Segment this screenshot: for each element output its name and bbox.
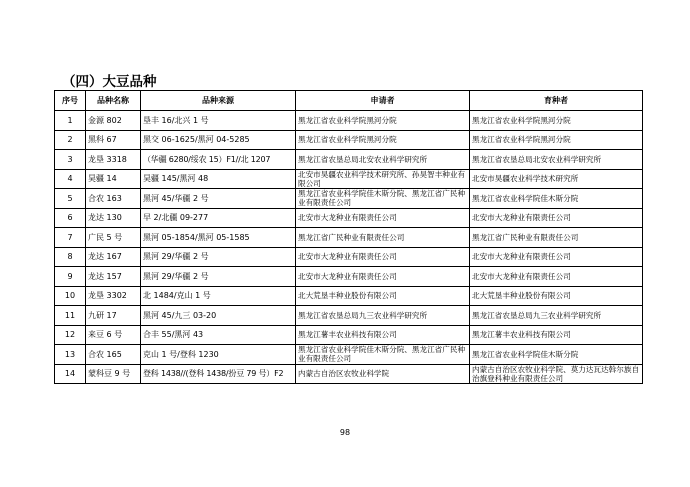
applicant: 北安市大龙种业有限责任公司 — [296, 208, 470, 228]
variety-source: 黑河 29/华疆 2 号 — [141, 247, 296, 267]
table-row — [55, 247, 643, 267]
applicant: 黑龙江省农业科学院佳木斯分院、黑龙江省广民种业有限责任公司 — [296, 345, 470, 365]
applicant: 北安市大龙种业有限责任公司 — [296, 247, 470, 267]
applicant: 北安市昊疆农业科学技术研究所、孙昊智丰种业有限公司 — [296, 169, 470, 189]
row-number: 5 — [55, 189, 86, 209]
table-row — [55, 130, 643, 150]
table-row — [55, 267, 643, 287]
variety-name: 来豆 6 号 — [86, 325, 141, 345]
header-applicant: 申请者 — [296, 91, 470, 111]
variety-name: 黑科 67 — [86, 130, 141, 150]
breeder: 黑龙江省农垦总局九三农业科学研究所 — [470, 306, 643, 326]
variety-name: 昊疆 14 — [86, 169, 141, 189]
header-variety-name: 品种名称 — [86, 91, 141, 111]
applicant: 北安市大龙种业有限责任公司 — [296, 267, 470, 287]
table-row — [55, 150, 643, 170]
variety-name: 龙达 167 — [86, 247, 141, 267]
table-row — [55, 169, 643, 189]
variety-name: 龙垦 3318 — [86, 150, 141, 170]
breeder: 黑龙江省农业科学院黑河分院 — [470, 130, 643, 150]
applicant: 黑龙江省广民种业有限责任公司 — [296, 228, 470, 248]
variety-name: 金源 802 — [86, 111, 141, 131]
variety-name: 广民 5 号 — [86, 228, 141, 248]
applicant: 黑龙江省农业科学院黑河分院 — [296, 130, 470, 150]
row-number: 1 — [55, 111, 86, 131]
variety-source: 垦丰 16/北兴 1 号 — [141, 111, 296, 131]
variety-name: 九研 17 — [86, 306, 141, 326]
row-number: 6 — [55, 208, 86, 228]
row-number: 8 — [55, 247, 86, 267]
breeder: 北大荒垦丰种业股份有限公司 — [470, 286, 643, 306]
soybean-varieties-table — [54, 90, 643, 384]
variety-source: 昊疆 145/黑河 48 — [141, 169, 296, 189]
variety-name: 合农 163 — [86, 189, 141, 209]
variety-source: 黑河 05-1854/黑河 05-1585 — [141, 228, 296, 248]
table-row — [55, 111, 643, 131]
variety-source: 早 2/北疆 09-277 — [141, 208, 296, 228]
row-number: 2 — [55, 130, 86, 150]
variety-source: 登科 1438//(登科 1438/扮豆 79 号）F2 — [141, 364, 296, 384]
variety-source: 合丰 55/黑河 43 — [141, 325, 296, 345]
applicant: 黑龙江省农业科学院黑河分院 — [296, 111, 470, 131]
breeder: 北安市昊疆农业科学技术研究所 — [470, 169, 643, 189]
variety-name: 龙达 157 — [86, 267, 141, 287]
variety-source: 黑河 45/九三 03-20 — [141, 306, 296, 326]
breeder: 黑龙江省农业科学院黑河分院 — [470, 111, 643, 131]
applicant: 内蒙古自治区农牧业科学院 — [296, 364, 470, 384]
breeder: 北安市大龙种业有限责任公司 — [470, 267, 643, 287]
breeder: 黑龙江省农业科学院佳木斯分院 — [470, 189, 643, 209]
row-number: 14 — [55, 364, 86, 384]
applicant: 黑龙江省农业科学院佳木斯分院、黑龙江省广民种业有限责任公司 — [296, 189, 470, 209]
variety-name: 蒙科豆 9 号 — [86, 364, 141, 384]
variety-source: （华疆 6280/绥农 15）F1//北 1207 — [141, 150, 296, 170]
breeder: 北安市大龙种业有限责任公司 — [470, 247, 643, 267]
applicant: 北大荒垦丰种业股份有限公司 — [296, 286, 470, 306]
variety-source: 北 1484/克山 1 号 — [141, 286, 296, 306]
variety-name: 龙达 130 — [86, 208, 141, 228]
row-number: 4 — [55, 169, 86, 189]
breeder: 黑龙江省广民种业有限责任公司 — [470, 228, 643, 248]
table-row — [55, 189, 643, 209]
variety-source: 黑河 29/华疆 2 号 — [141, 267, 296, 287]
table-header-row — [55, 91, 643, 111]
table-row — [55, 345, 643, 365]
row-number: 10 — [55, 286, 86, 306]
header-breeder: 育种者 — [470, 91, 643, 111]
variety-name: 合农 165 — [86, 345, 141, 365]
section-title: （四）大豆品种 — [62, 74, 157, 90]
header-no: 序号 — [55, 91, 86, 111]
table-row — [55, 325, 643, 345]
row-number: 7 — [55, 228, 86, 248]
row-number: 13 — [55, 345, 86, 365]
variety-source: 黑河 45/华疆 2 号 — [141, 189, 296, 209]
applicant: 黑龙江省农垦总局九三农业科学研究所 — [296, 306, 470, 326]
table-row — [55, 306, 643, 326]
variety-source: 克山 1 号/登科 1230 — [141, 345, 296, 365]
table-row — [55, 208, 643, 228]
variety-source: 黑交 06-1625/黑河 04-5285 — [141, 130, 296, 150]
applicant: 黑龙江省农垦总局北安农业科学研究所 — [296, 150, 470, 170]
page-number: 98 — [339, 428, 351, 437]
variety-name: 龙垦 3302 — [86, 286, 141, 306]
applicant: 黑龙江薯丰农业科技有限公司 — [296, 325, 470, 345]
row-number: 12 — [55, 325, 86, 345]
breeder: 黑龙江省农业科学院佳木斯分院 — [470, 345, 643, 365]
breeder: 黑龙江薯丰农业科技有限公司 — [470, 325, 643, 345]
row-number: 9 — [55, 267, 86, 287]
table-row — [55, 364, 643, 384]
breeder: 北安市大龙种业有限责任公司 — [470, 208, 643, 228]
table-row — [55, 286, 643, 306]
row-number: 3 — [55, 150, 86, 170]
header-variety-source: 品种来源 — [141, 91, 296, 111]
breeder: 内蒙古自治区农牧业科学院、莫力达瓦达斡尔族自治旗登科种业有限责任公司 — [470, 364, 643, 384]
row-number: 11 — [55, 306, 86, 326]
breeder: 黑龙江省农垦总局北安农业科学研究所 — [470, 150, 643, 170]
table-row — [55, 228, 643, 248]
